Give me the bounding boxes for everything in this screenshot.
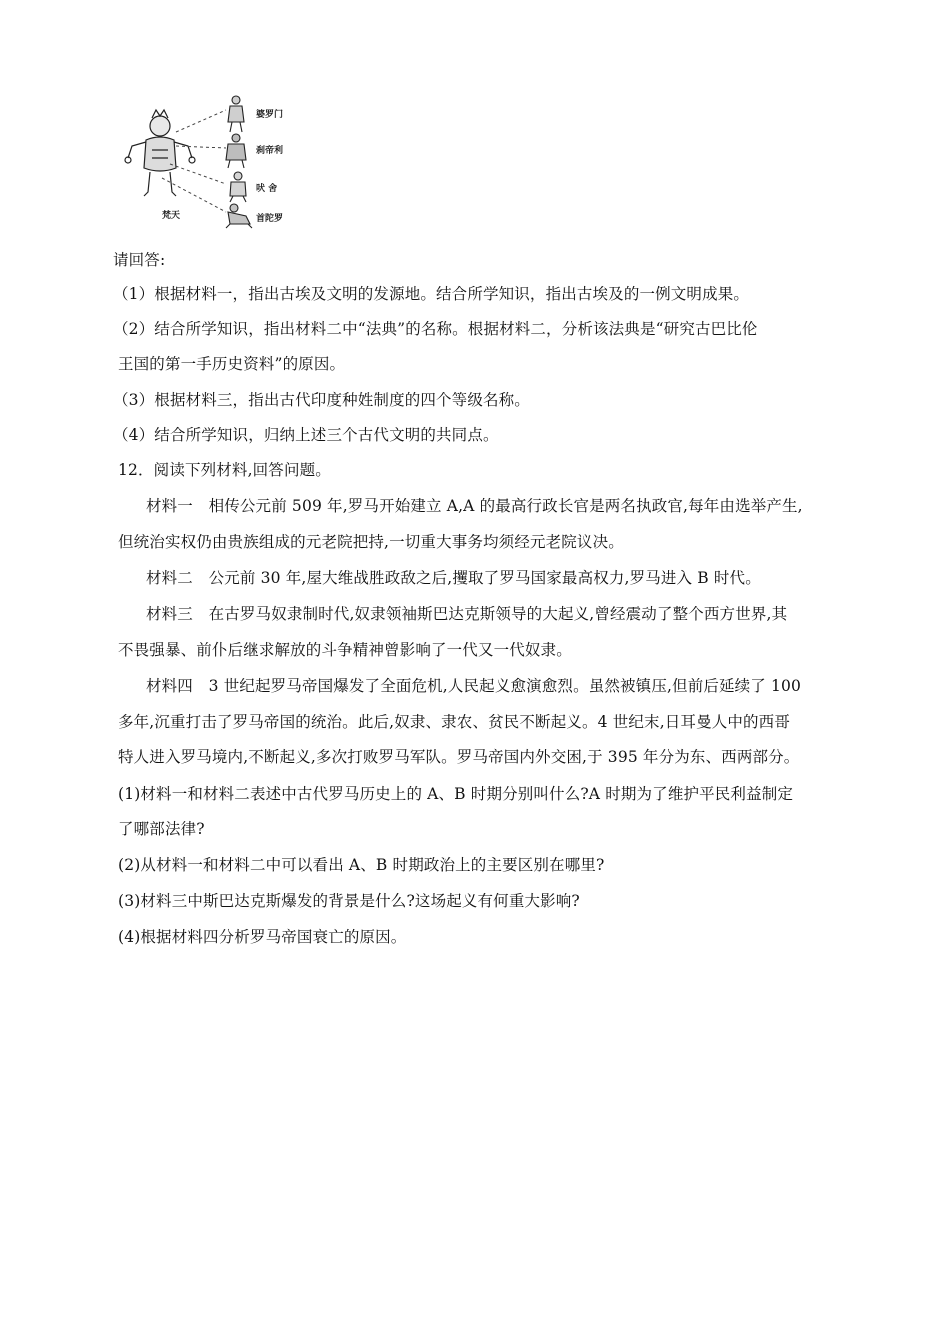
q12-sub-question-1: (1)材料一和材料二表述中古代罗马历史上的 A、B 时期分别叫什么?A 时期为了维护平民利益制定: [118, 785, 794, 803]
vaishya-figure-icon: [230, 172, 246, 202]
q12-sub-question-4: (4)根据材料四分析罗马帝国衰亡的原因。: [118, 928, 407, 946]
caste-figures: [226, 96, 252, 228]
q11-sub-question-3: （3）根据材料三，指出古代印度种姓制度的四个等级名称。: [113, 391, 530, 409]
kshatriya-figure-icon: [226, 134, 246, 168]
q12-material-3: 材料三 在古罗马奴隶制时代,奴隶领袖斯巴达克斯领导的大起义,曾经震动了整个西方世界,其: [146, 605, 788, 623]
q12-material-4: 材料四 3 世纪起罗马帝国爆发了全面危机,人民起义愈演愈烈。虽然被镇压,但前后延续了 100: [146, 677, 802, 695]
q12-sub-question-2: (2)从材料一和材料二中可以看出 A、B 时期政治上的主要区别在哪里?: [118, 856, 605, 874]
caste-diagram: [118, 88, 318, 236]
q12-material-4-cont-2: 特人进入罗马境内,不断起义,多次打败罗马军队。罗马帝国内外交困,于 395 年分为东、西两部分。: [118, 748, 800, 766]
q12-material-1-cont: 但统治实权仍由贵族组成的元老院把持,一切重大事务均须经元老院议决。: [118, 533, 624, 551]
brahmin-figure-icon: [228, 96, 244, 132]
q12-material-4-cont-1: 多年,沉重打击了罗马帝国的统治。此后,奴隶、隶农、贫民不断起义。4 世纪末,日耳曼人中的西哥: [118, 713, 790, 731]
kshatriya-label: 刹帝利: [256, 146, 284, 156]
q12-material-1: 材料一 相传公元前 509 年,罗马开始建立 A,A 的最高行政长官是两名执政官,每年由选举产生,: [146, 497, 803, 515]
brahma-figure-icon: [125, 110, 195, 196]
q11-sub-question-4: （4）结合所学知识，归纳上述三个古代文明的共同点。: [113, 426, 499, 444]
q11-sub-question-2: （2）结合所学知识，指出材料二中“法典”的名称。根据材料二，分析该法典是“研究古巴比伦: [113, 320, 758, 338]
brahmin-label: 婆罗门: [256, 110, 284, 120]
q12-sub-question-1-cont: 了哪部法律?: [118, 820, 205, 838]
q12-heading: 12．阅读下列材料,回答问题。: [118, 461, 331, 479]
answer-prompt: 请回答:: [113, 251, 166, 269]
caste-illustration: [118, 88, 318, 236]
q12-material-3-cont: 不畏强暴、前仆后继求解放的斗争精神曾影响了一代又一代奴隶。: [118, 641, 572, 659]
vaishya-label: 吠 舍: [256, 184, 278, 194]
shudra-figure-icon: [226, 204, 252, 228]
q11-sub-question-2-cont: 王国的第一手历史资料”的原因。: [118, 355, 346, 373]
brahma-label: 梵天: [162, 211, 181, 221]
q12-sub-question-3: (3)材料三中斯巴达克斯爆发的背景是什么?这场起义有何重大影响?: [118, 892, 580, 910]
shudra-label: 首陀罗: [256, 214, 284, 224]
q11-sub-question-1: （1）根据材料一，指出古埃及文明的发源地。结合所学知识，指出古埃及的一例文明成果。: [113, 285, 750, 303]
q12-material-2: 材料二 公元前 30 年,屋大维战胜政敌之后,攫取了罗马国家最高权力,罗马进入 B 时代。: [146, 569, 761, 587]
